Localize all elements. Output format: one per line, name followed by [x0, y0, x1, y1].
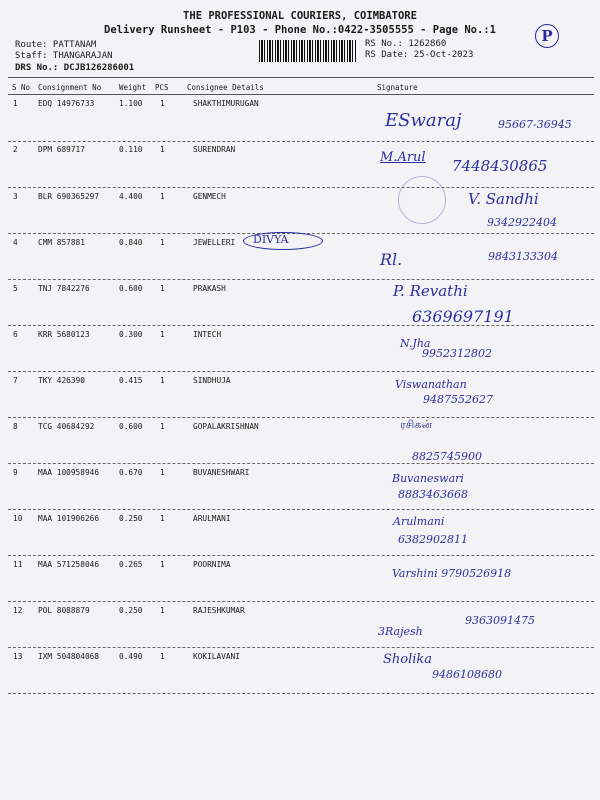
row-pcs: 1 [160, 652, 165, 661]
row-weight: 0.490 [119, 652, 143, 661]
row-consignee: SHAKTHIMURUGAN [193, 99, 259, 108]
rs-number: RS No.: 1262860 [365, 39, 447, 49]
table-row [0, 376, 600, 422]
signature-phone: 9486108680 [432, 668, 502, 681]
row-weight: 0.250 [119, 606, 143, 615]
row-weight: 0.265 [119, 560, 143, 569]
signature-name: Arulmani [393, 515, 445, 528]
signature-name: M.Arul [380, 150, 426, 165]
row-consignee: PRAKASH [193, 284, 226, 293]
row-consignee: GENMECH [193, 192, 226, 201]
row-divider [8, 417, 594, 418]
row-pcs: 1 [160, 145, 165, 154]
signature-phone: 9342922404 [487, 216, 557, 229]
row-pcs: 1 [160, 330, 165, 339]
col-sno: S No [12, 83, 31, 92]
row-sno: 4 [13, 238, 18, 247]
row-weight: 0.415 [119, 376, 143, 385]
row-sno: 1 [13, 99, 18, 108]
row-divider [8, 141, 594, 142]
col-signature: Signature [377, 83, 418, 92]
row-pcs: 1 [160, 560, 165, 569]
row-consignment: TKY 426390 [38, 376, 85, 385]
rs-date: RS Date: 25-Oct-2023 [365, 50, 474, 60]
row-weight: 0.600 [119, 284, 143, 293]
signature-phone: 9487552627 [423, 393, 493, 406]
signature-name: Buvaneswari [392, 472, 464, 485]
row-consignment: MAA 571258046 [38, 560, 100, 569]
signature-mark: Rl. [380, 250, 403, 269]
row-consignee: BUVANESHWARI [193, 468, 250, 477]
row-divider [8, 693, 594, 694]
row-pcs: 1 [160, 468, 165, 477]
signature-phone: 8883463668 [398, 488, 468, 501]
row-sno: 2 [13, 145, 18, 154]
row-divider [8, 463, 594, 464]
signature-phone: 6382902811 [398, 533, 468, 546]
row-pcs: 1 [160, 606, 165, 615]
header-top-rule [8, 77, 594, 78]
col-pcs: PCS [155, 83, 169, 92]
signature-phone: 95667-36945 [498, 118, 572, 131]
signature-mark: N.Jha [400, 337, 431, 350]
row-pcs: 1 [160, 376, 165, 385]
row-sno: 5 [13, 284, 18, 293]
row-divider [8, 371, 594, 372]
row-weight: 0.840 [119, 238, 143, 247]
signature-name: P. Revathi [393, 282, 468, 300]
row-consignee: ARULMANI [193, 514, 231, 523]
row-pcs: 1 [160, 99, 165, 108]
row-sno: 8 [13, 422, 18, 431]
row-sno: 11 [13, 560, 23, 569]
staff-label: Staff: THANGARAJAN [15, 51, 113, 61]
row-sno: 13 [13, 652, 23, 661]
row-consignee: SURENDRAN [193, 145, 236, 154]
signature-mark: Sholika [383, 652, 433, 667]
signature-phone: 7448430865 [452, 157, 548, 175]
row-divider [8, 555, 594, 556]
header-bottom-rule [8, 94, 594, 95]
company-title: THE PROFESSIONAL COURIERS, COIMBATORE [183, 10, 417, 22]
row-pcs: 1 [160, 238, 165, 247]
row-divider [8, 325, 594, 326]
row-consignment: POL 8088879 [38, 606, 90, 615]
row-sno: 10 [13, 514, 23, 523]
row-divider [8, 509, 594, 510]
row-consignment: KRR 5680123 [38, 330, 90, 339]
route-label: Route: PATTANAM [15, 40, 97, 50]
row-consignment: TNJ 7842276 [38, 284, 90, 293]
row-pcs: 1 [160, 422, 165, 431]
signature-phone: 9843133304 [488, 250, 558, 263]
runsheet-title: Delivery Runsheet - P103 - Phone No.:0422-3505555 - Page No.:1 [104, 24, 496, 36]
signature-name: V. Sandhi [468, 190, 539, 208]
table-row [0, 468, 600, 514]
signature-name: Viswanathan [395, 378, 467, 391]
signature-name: Varshini 9790526918 [392, 567, 512, 580]
row-weight: 0.110 [119, 145, 143, 154]
row-sno: 3 [13, 192, 18, 201]
row-consignment: CMM 857881 [38, 238, 85, 247]
row-divider [8, 187, 594, 188]
row-consignee: RAJESHKUMAR [193, 606, 245, 615]
row-consignment: EDQ 14976733 [38, 99, 95, 108]
row-sno: 6 [13, 330, 18, 339]
table-row [0, 652, 600, 698]
signature-phone: 9363091475 [465, 614, 535, 627]
row-consignment: DPM 689717 [38, 145, 85, 154]
row-divider [8, 601, 594, 602]
barcode [259, 40, 357, 62]
row-weight: 4.400 [119, 192, 143, 201]
row-divider [8, 647, 594, 648]
row-consignee: INTECH [193, 330, 222, 339]
row-consignee: JEWELLERI [193, 238, 236, 247]
row-pcs: 1 [160, 284, 165, 293]
row-weight: 0.300 [119, 330, 143, 339]
signature-phone: 8825745900 [412, 450, 482, 463]
row-sno: 7 [13, 376, 18, 385]
table-row [0, 514, 600, 560]
row-consignee: POORNIMA [193, 560, 231, 569]
col-consignee: Consignee Details [187, 83, 264, 92]
col-weight: Weight [119, 83, 147, 92]
row-consignment: TCG 40684292 [38, 422, 95, 431]
page-corner-mark: P [535, 24, 559, 48]
table-row [0, 422, 600, 468]
signature-phone: 9952312802 [422, 347, 492, 360]
table-row [0, 606, 600, 652]
col-consignment: Consignment No [38, 83, 102, 92]
row-weight: 1.100 [119, 99, 143, 108]
row-sno: 12 [13, 606, 23, 615]
delivery-stamp [398, 176, 446, 224]
row-weight: 0.250 [119, 514, 143, 523]
row-sno: 9 [13, 468, 18, 477]
row-weight: 0.600 [119, 422, 143, 431]
row-consignment: MAA 101906266 [38, 514, 100, 523]
signature-mark: 3Rajesh [378, 625, 423, 638]
row-divider [8, 279, 594, 280]
signature-name: ESwaraj [385, 110, 462, 131]
handwritten-name: DIVYA [253, 233, 289, 246]
row-consignee: GOPALAKRISHNAN [193, 422, 259, 431]
signature-mark: ரசிகன் [400, 418, 433, 431]
drs-number: DRS No.: DCJB126286001 [15, 63, 135, 73]
signature-phone: 6369697191 [412, 307, 514, 326]
row-consignment: MAA 100958946 [38, 468, 100, 477]
row-pcs: 1 [160, 514, 165, 523]
table-row [0, 330, 600, 376]
row-consignment: IXM 504804068 [38, 652, 100, 661]
row-weight: 0.670 [119, 468, 143, 477]
row-consignee: KOKILAVANI [193, 652, 240, 661]
row-consignment: BLR 690365297 [38, 192, 100, 201]
row-consignee: SINDHUJA [193, 376, 231, 385]
row-pcs: 1 [160, 192, 165, 201]
